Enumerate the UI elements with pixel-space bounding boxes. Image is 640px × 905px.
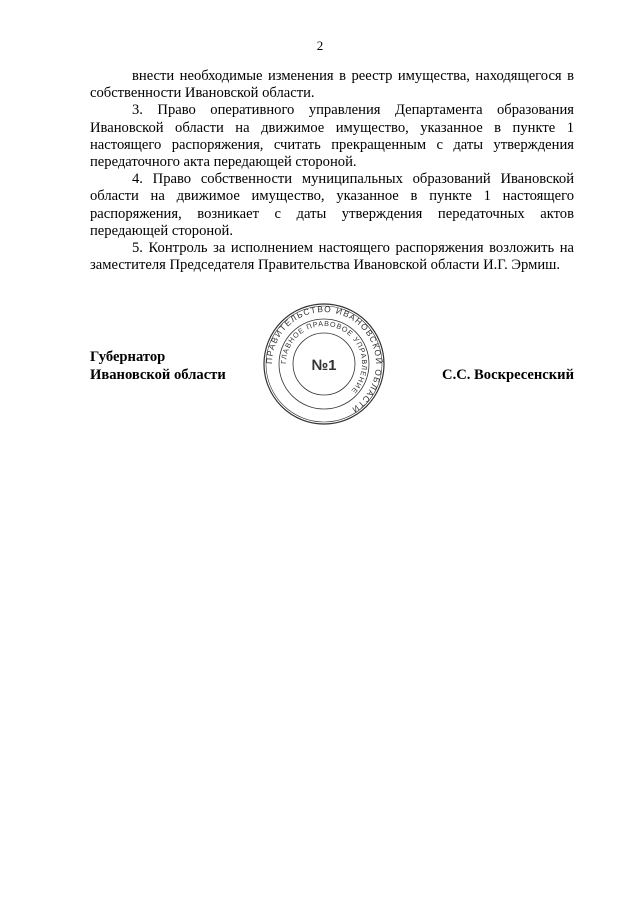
paragraph-4: 4. Право собственности муниципальных образований Ивановской области на движимое имущество, указанное в пункте 1 настоящего распоряжения, возникает с даты утверждения передаточных актов передающей стороной.	[90, 171, 574, 239]
paragraph-3: 3. Право оперативного управления Департамента образования Ивановской области на движимое имущество, указанное в пункте 1 настоящего распоряжения, считать прекращенным с даты утверждения передаточного акта передающей стороной.	[90, 102, 574, 171]
page-number: 2	[316, 38, 324, 53]
official-stamp	[262, 302, 386, 426]
stamp-outer-text: ПРАВИТЕЛЬСТВО ИВАНОВСКОЙ ОБЛАСТИ	[263, 303, 385, 416]
signatory-position-line1: Губернатор	[90, 349, 166, 365]
stamp-center-number: №1	[311, 357, 337, 374]
document-body	[90, 68, 574, 274]
signatory-name: С.С. Воскресенский	[442, 367, 574, 383]
paragraph-5: 5. Контроль за исполнением настоящего распоряжения возложить на заместителя Председателя Правительства Ивановской области И.Г. Эрмиш.	[90, 240, 574, 274]
paragraph-continuation: внести необходимые изменения в реестр имущества, находящегося в собственности Ивановской области.	[90, 68, 574, 102]
stamp-inner-text: ГЛАВНОЕ ПРАВОВОЕ УПРАВЛЕНИЕ	[278, 318, 370, 396]
signatory-position-line2: Ивановской области	[90, 367, 226, 383]
signatory-position	[90, 348, 226, 384]
